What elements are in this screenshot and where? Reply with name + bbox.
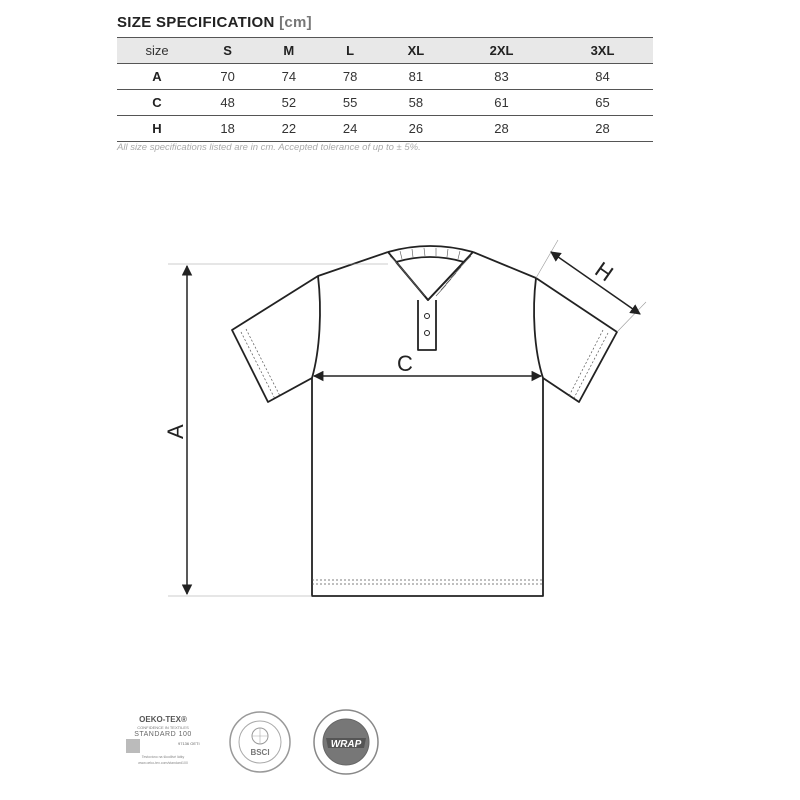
oeko-title: OEKO-TEX® [139, 715, 187, 724]
column-header: size [117, 38, 197, 64]
qr-code-icon [126, 739, 140, 753]
title-text: SIZE SPECIFICATION [117, 14, 275, 31]
dimension-h-arrow [551, 252, 640, 314]
title-unit: [cm] [279, 14, 312, 31]
bsci-seal-icon [228, 710, 292, 774]
oeko-number: 97136 OETI [178, 741, 200, 746]
table-cell: 28 [552, 116, 653, 142]
wrap-seal-icon [312, 708, 380, 776]
oeko-subtitle: CONFIDENCE IN TEXTILES [137, 725, 189, 730]
dimension-guides [168, 240, 646, 596]
table-cell: 65 [552, 90, 653, 116]
collar-ribbing [390, 248, 471, 296]
table-cell: 26 [381, 116, 451, 142]
wrap-label: WRAP [330, 739, 362, 750]
column-header: 3XL [552, 38, 653, 64]
table-cell: 81 [381, 64, 451, 90]
table-cell: 61 [451, 90, 552, 116]
shirt-outline [232, 246, 617, 596]
oeko-standard: STANDARD 100 [134, 731, 192, 738]
oeko-line2: www.oeko-tex.com/standard100 [138, 761, 188, 765]
label-h: H [590, 256, 618, 287]
column-header: L [319, 38, 380, 64]
tolerance-note: All size specifications listed are in cm. Accepted tolerance of up to ± 5%. [117, 142, 421, 153]
table-cell: 84 [552, 64, 653, 90]
table-cell: 18 [197, 116, 258, 142]
column-header: S [197, 38, 258, 64]
column-header: M [258, 38, 319, 64]
table-cell: 52 [258, 90, 319, 116]
table-cell: 78 [319, 64, 380, 90]
column-header: XL [381, 38, 451, 64]
column-header: 2XL [451, 38, 552, 64]
stitching [241, 329, 608, 584]
table-cell: 74 [258, 64, 319, 90]
bsci-label: BSCI [250, 748, 270, 757]
label-a: A [163, 424, 188, 439]
table-cell: 70 [197, 64, 258, 90]
oeko-line1: Testováno na škodlivé látky [141, 755, 185, 759]
oeko-tex-badge [118, 713, 208, 771]
table-cell: 28 [451, 116, 552, 142]
row-label: C [117, 90, 197, 116]
table-cell: 24 [319, 116, 380, 142]
button-top [425, 314, 430, 319]
table-cell: 58 [381, 90, 451, 116]
button-bottom [425, 331, 430, 336]
table-cell: 48 [197, 90, 258, 116]
table-cell: 83 [451, 64, 552, 90]
table-cell: 22 [258, 116, 319, 142]
row-label: A [117, 64, 197, 90]
label-c: C [397, 351, 413, 376]
row-label: H [117, 116, 197, 142]
table-cell: 55 [319, 90, 380, 116]
